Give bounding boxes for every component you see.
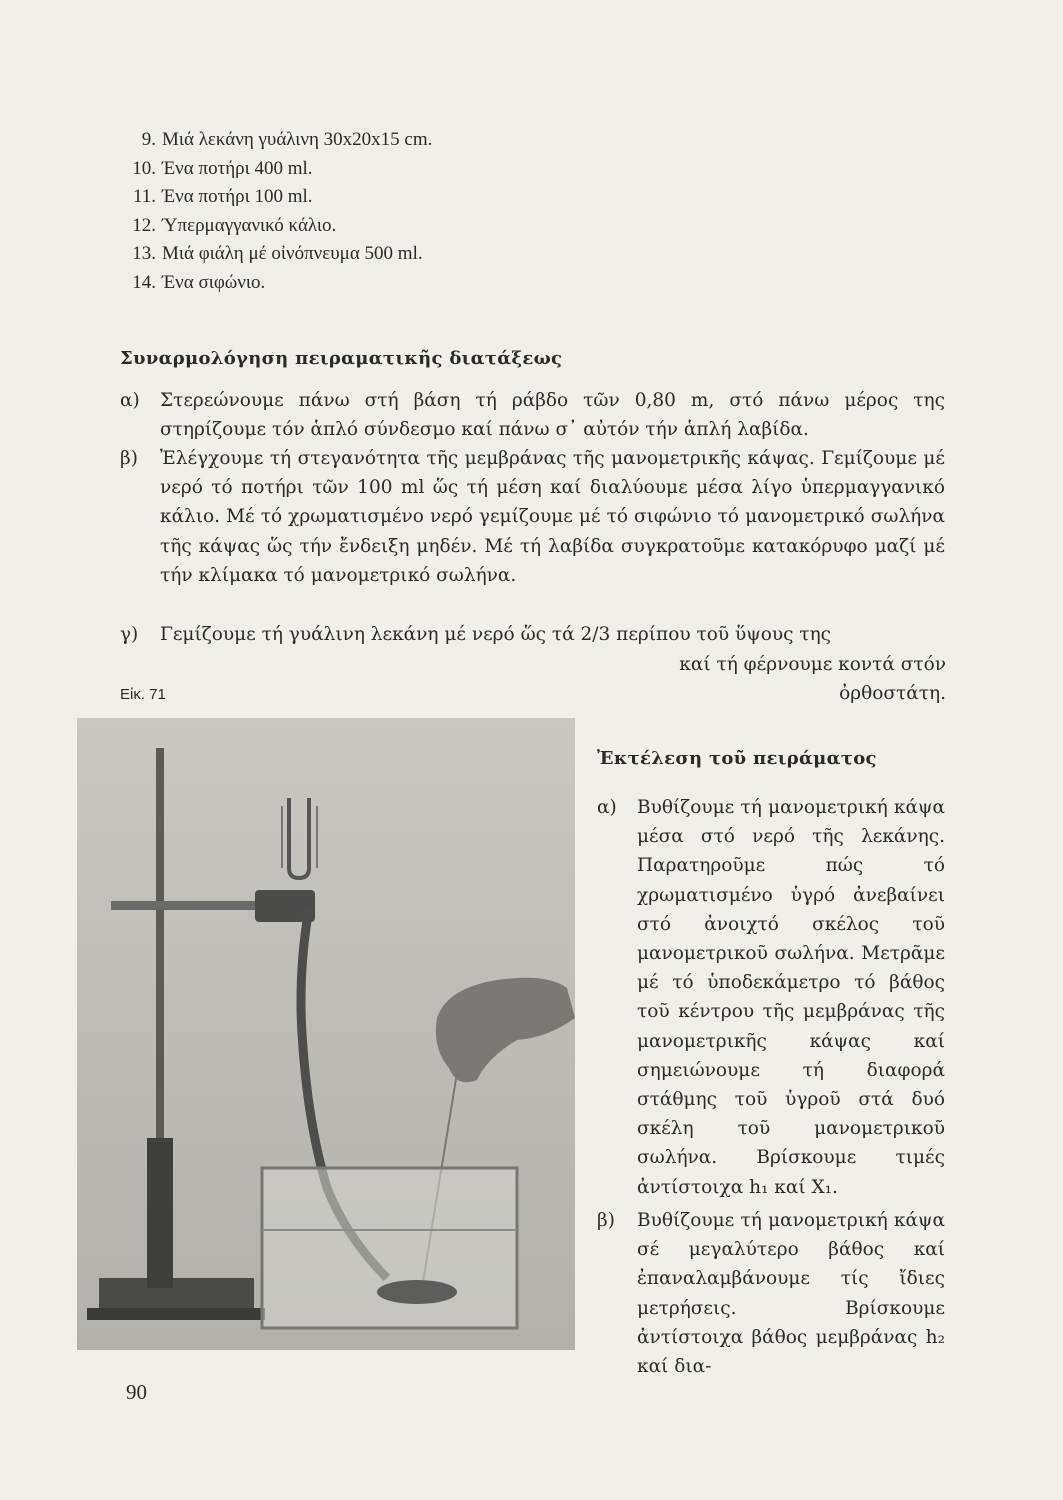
assembly-step-b: β) Ἐλέγχουμε τή στεγανότητα τῆς μεμβράνας τῆς μανομετρικῆς κάψας. Γεμίζουμε μέ νερό τό ποτήρι τῶν 100 ml ὥς τή μέση καί διαλύουμε μέσα λίγο ὑπερμαγγανικό κάλιο. Μέ τό χρωματισμένο νερό γεμίζουμε μέ τό σιφώνιο τό μανομετρικό σωλήνα τῆς κάψας ὥς τήν ἔνδειξη μηδέν. Μέ τή λαβίδα συγκρατοῦμε κατακόρυφο μαζί μέ τήν κλίμακα τό μανομετρικό σωλήνα. (120, 448, 945, 586)
list-item: 14. Ένα σιφώνιο. (132, 271, 266, 293)
execution-heading: Ἐκτέλεση τοῦ πειράματος (597, 748, 877, 769)
assembly-step-c: γ) Γεμίζουμε τή γυάλινη λεκάνη μέ νερό ὥς τά 2/3 περίπου τοῦ ὕψους της (120, 624, 832, 645)
page-number: 90 (126, 1380, 147, 1404)
execution-step-b: β) Βυθίζουμε τή μανομετρική κάψα σέ μεγαλύτερο βάθος καί ἐπαναλαμβάνουμε τίς ἴδιες μετρήσεις. Βρίσκουμε ἀντίστοιχα βάθος μεμβράνας h₂ καί δια- (597, 1210, 945, 1378)
list-item: 9. Μιά λεκάνη γυάλινη 30x20x15 cm. (141, 129, 433, 150)
stand-base (87, 1278, 265, 1320)
list-item: 12. Ύπερμαγγανικό κάλιο. (132, 214, 337, 236)
list-item: 11. Ένα ποτήρι 100 ml. (132, 186, 313, 207)
assembly-step-c-continuation: καί τή φέρνουμε κοντά στόν ὀρθοστάτη. (679, 654, 946, 705)
execution-step-a: α) Βυθίζουμε τή μανομετρική κάψα μέσα στό νερό τῆς λεκάνης. Παρατηροῦμε πώς τό χρωματισμένο ὑγρό ἀνεβαίνει στό ἀνοιχτό σκέλος τοῦ μανομετρικοῦ σωλήνα. Μετρᾶμε μέ τό ὑποδεκάμετρο τό βάθος τοῦ κέντρου τῆς μεμβράνας τῆς μανομετρικῆς κάψας καί σημειώνουμε τή διαφορά στάθμης τοῦ ὑγροῦ στά δυό σκέλη τοῦ μανομετρικοῦ σωλήνα. Βρίσκουμε τιμές ἀντίστοιχα h₁ καί X₁. (597, 797, 945, 1198)
figure-caption: Εἰκ. 71 (120, 686, 166, 703)
glass-tank (262, 1168, 517, 1328)
assembly-heading: Συναρμολόγηση πειραματικῆς διατάξεως (120, 348, 563, 369)
list-item: 10. Ένα ποτήρι 400 ml. (132, 157, 313, 179)
assembly-step-a: α) Στερεώνουμε πάνω στή βάση τή ράβδο τῶν 0,80 m, στό πάνω μέρος της στηρίζουμε τόν ἁπλό σύνδεσμο καί πάνω σ᾽ αὐτόν τήν ἁπλή λαβίδα. (120, 390, 945, 441)
experiment-photo (77, 718, 575, 1350)
materials-list (118, 126, 432, 297)
list-item: 13. Μιά φιάλη μέ οἰνόπνευμα 500 ml. (132, 243, 423, 264)
